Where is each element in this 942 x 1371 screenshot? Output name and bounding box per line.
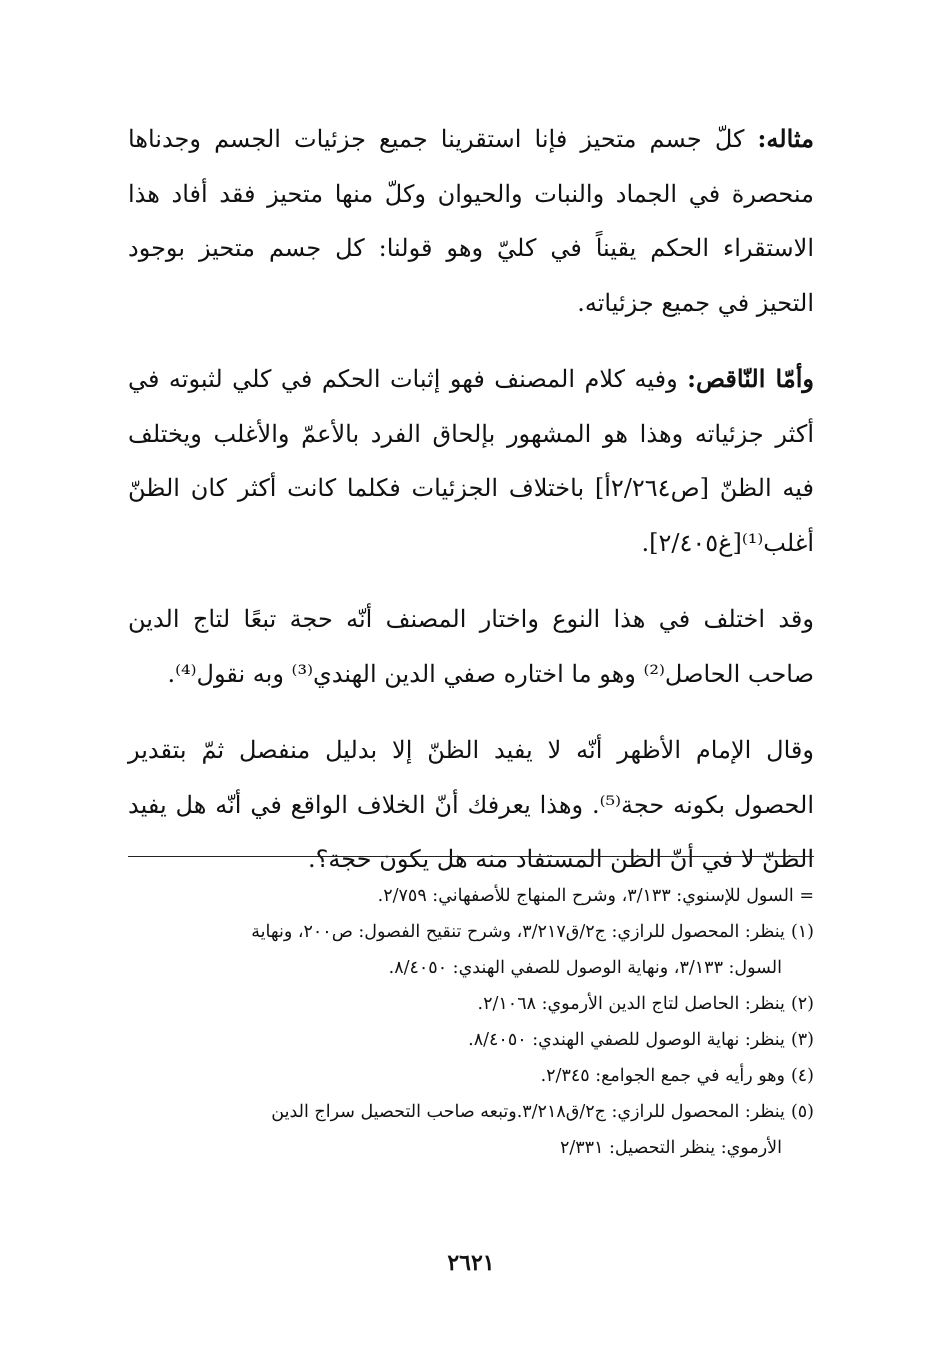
footnote-3-line-1: ينظر: نهاية الوصول للصفي الهندي: ٨/٤٠٥٠. (468, 1030, 785, 1050)
book-page (128, 112, 814, 1371)
paragraph-2 (128, 352, 814, 570)
footnote-4 (128, 1058, 814, 1094)
footnote-5-line-1: ينظر: المحصول للرازي: ج٢/ق٣/٢١٨.وتبعه صاحب التحصيل سراج الدين (271, 1102, 785, 1122)
footnote-3-number: (٣) (790, 1030, 814, 1050)
page-number: ٢٦٢١ (447, 1250, 495, 1276)
paragraph-2-lead: وأمّا النّاقص: (687, 364, 814, 393)
paragraph-3: وقد اختلف في هذا النوع واختار المصنف أنّه حجة تبعًا لتاج الدين صاحب الحاصل⁽²⁾ وهو ما اختاره صفي الدين الهندي⁽³⁾ وبه نقول⁽⁴⁾. (128, 605, 814, 688)
footnote-1-number: (١) (790, 922, 814, 942)
main-text (128, 112, 814, 887)
footnote-4-number: (٤) (790, 1066, 814, 1086)
footnote-3 (128, 1022, 814, 1058)
footnote-1 (128, 914, 814, 986)
footnotes (128, 878, 814, 1166)
footnote-4-line-1: وهو رأيه في جمع الجوامع: ٢/٣٤٥. (540, 1066, 785, 1086)
footnote-2-number: (٢) (790, 994, 814, 1014)
footnote-separator (128, 856, 814, 857)
footnote-1-line-1: ينظر: المحصول للرازي: ج٢/ق٣/٢١٧، وشرح تنقيح الفصول: ص٢٠٠، ونهاية (251, 922, 785, 942)
paragraph-1-lead: مثاله: (757, 124, 814, 153)
footnote-2 (128, 986, 814, 1022)
paragraph-1 (128, 112, 814, 330)
footnote-5-line-2: الأرموي: ينظر التحصيل: ٢/٣٣١ (559, 1138, 782, 1158)
footnote-continuation: = السول للإسنوي: ٣/١٣٣، وشرح المنهاج للأصفهاني: ٢/٧٥٩. (377, 886, 814, 906)
footnote-5-number: (٥) (790, 1102, 814, 1122)
footnote-1-line-2: السول: ٣/١٣٣، ونهاية الوصول للصفي الهندي: ٨/٤٠٥٠. (388, 958, 782, 978)
footnote-5 (128, 1094, 814, 1166)
paragraph-1-text: كلّ جسم متحيز فإنا استقرينا جميع جزئيات الجسم وجدناها منحصرة في الجماد والنبات والحيوان وكلّ منها متحيز فقد أفاد هذا الاستقراء الحكم يقيناً في كليّ وهو قولنا: كل جسم متحيز بوجود التحيز في جميع جزئياته. (128, 125, 814, 317)
paragraph-2-text: وفيه كلام المصنف فهو إثبات الحكم في كلي لثبوته في أكثر جزئياته وهذا هو المشهور بإلحاق الفرد بالأعمّ والأغلب ويختلف فيه الظنّ [ص٢/٢٦٤أ] باختلاف الجزئيات فكلما كانت أكثر كان الظنّ أغلب⁽¹⁾[غ٢/٤٠٥]. (128, 365, 815, 557)
paragraph-4: وقال الإمام الأظهر أنّه لا يفيد الظنّ إلا بدليل منفصل ثمّ بتقدير الحصول بكونه حجة⁽⁵⁾. وهذا يعرفك أنّ الخلاف الواقع في أنّه هل يفيد الظنّ لا في أنّ الظن المستفاد منه هل يكون حجة؟. (128, 736, 814, 873)
footnote-2-line-1: ينظر: الحاصل لتاج الدين الأرموي: ٢/١٠٦٨. (477, 994, 785, 1014)
